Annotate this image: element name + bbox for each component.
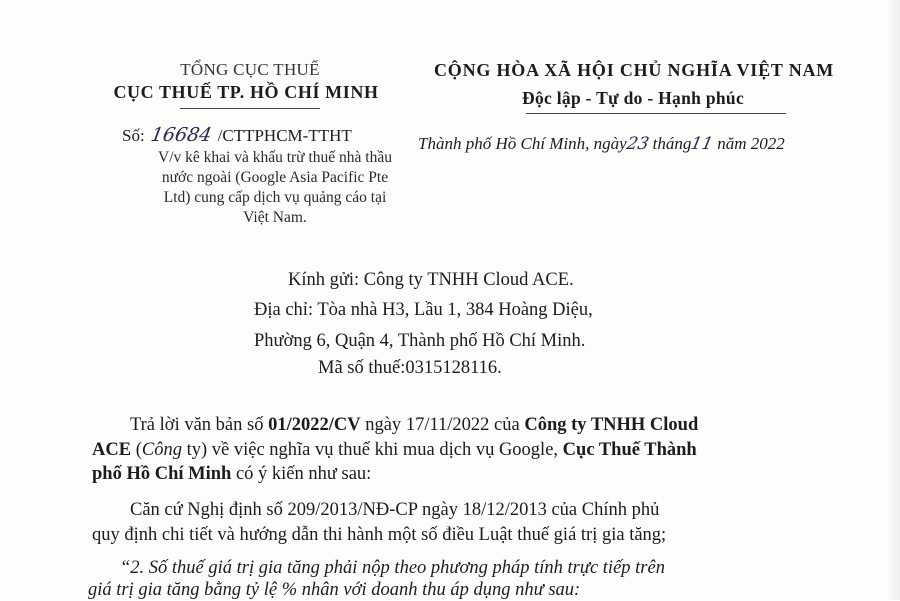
document-subject: V/v kê khai và khấu trừ thuế nhà thầu nước ngoài (Google Asia Pacific Pte Ltd) cung cấp dịch vụ quảng cáo tại Việt Nam.: [158, 149, 392, 226]
tax-code-line: Mã số thuế:0315128116.: [318, 358, 502, 378]
agency-parent: TỔNG CỤC THUẾ: [180, 60, 320, 79]
text-run: ty) về việc nghĩa vụ thuế khi mua dịch vụ Google,: [181, 440, 563, 460]
motto-underline: [526, 113, 786, 114]
quoted-line: giá trị gia tăng bằng tỷ lệ % nhân với doanh thu áp dụng như sau:: [88, 580, 581, 600]
scan-edge-shadow: [886, 0, 900, 600]
address-line: Địa chỉ: Tòa nhà H3, Lầu 1, 384 Hoàng Diệu,: [254, 300, 593, 320]
quoted-line: “2. Số thuế giá trị gia tăng phải nộp theo phương pháp tính trực tiếp trên: [120, 558, 665, 578]
month-handwritten: 11: [689, 134, 716, 154]
text-run-italic: Công: [141, 440, 182, 460]
body-paragraph-line: [92, 464, 371, 485]
text-run: của: [489, 415, 525, 435]
national-title: CỘNG HÒA XÃ HỘI CHỦ NGHĨA VIỆT NAM: [434, 60, 835, 80]
text-run-bold: Công ty TNHH Cloud: [524, 415, 699, 435]
document-number: [122, 124, 352, 146]
month-word: tháng: [652, 134, 692, 153]
address-line-2: Phường 6, Quận 4, Thành phố Hồ Chí Minh.: [254, 331, 586, 351]
text-run-bold: ACE: [92, 440, 132, 460]
place-date: [418, 134, 785, 154]
year-text: năm 2022: [717, 134, 785, 153]
doc-number-prefix: Số:: [122, 126, 145, 145]
text-run: có ý kiến như sau:: [231, 464, 372, 484]
text-run-bold: Cục Thuế Thành: [562, 440, 697, 460]
day-handwritten: 23: [624, 134, 651, 154]
text-run-bold: 01/2022/CV: [268, 415, 361, 435]
place-prefix: Thành phố Hồ Chí Minh, ngày: [418, 134, 627, 153]
agency-name: CỤC THUẾ TP. HỒ CHÍ MINH: [113, 82, 379, 102]
doc-number-handwritten: 16684: [148, 124, 214, 146]
doc-number-suffix: /CTTPHCM-TTHT: [217, 126, 352, 145]
text-run: (: [131, 440, 142, 460]
body-paragraph-line: Căn cứ Nghị định số 209/2013/NĐ-CP ngày 18/12/2013 của Chính phủ: [130, 500, 660, 520]
text-run-bold: phố Hồ Chí Minh: [92, 464, 232, 484]
body-paragraph-line: [130, 415, 698, 436]
body-paragraph-line: quy định chi tiết và hướng dẫn thi hành một số điều Luật thuế giá trị gia tăng;: [92, 525, 667, 545]
addressee-line: Kính gửi: Công ty TNHH Cloud ACE.: [288, 270, 574, 290]
text-run: 17/11/2022: [405, 415, 490, 435]
text-run: Trả lời văn bản số: [130, 415, 269, 435]
text-run: ngày: [360, 415, 406, 435]
agency-underline: [180, 108, 320, 109]
national-motto: Độc lập - Tự do - Hạnh phúc: [522, 88, 745, 108]
body-paragraph-line: [92, 440, 697, 461]
